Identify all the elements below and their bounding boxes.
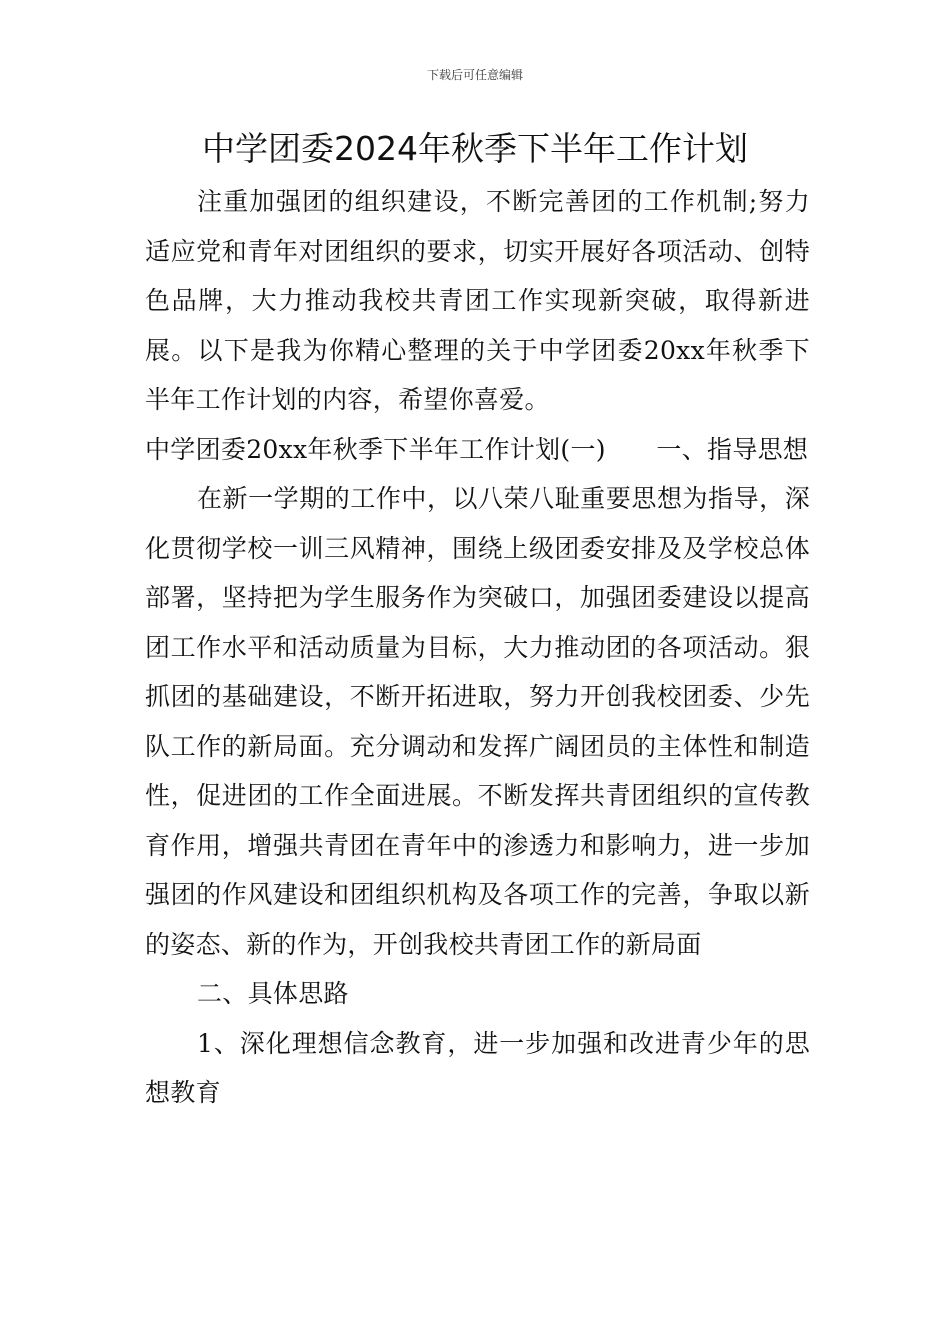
document-title: 中学团委2024年秋季下半年工作计划 <box>202 129 748 168</box>
item-1-paragraph: 1、深化理想信念教育，进一步加强和改进青少年的思想教育 <box>145 1028 810 1107</box>
guiding-thought-paragraph: 在新一学期的工作中，以八荣八耻重要思想为指导，深化贯彻学校一训三风精神，围绕上级团委安排及及学校总体部署，坚持把为学生服务作为突破口，加强团委建设以提高团工作水平和活动质量为目标，大力推动团的各项活动。狠抓团的基础建设，不断开拓进取，努力开创我校团委、少先队工作的新局面。充分调动和发挥广阔团员的主体性和制造性，促进团的工作全面进展。不断发挥共青团组织的宣传教育作用，增强共青团在青年中的渗透力和影响力，进一步加强团的作风建设和团组织机构及各项工作的完善，争取以新的姿态、新的作为，开创我校共青团工作的新局面 <box>145 484 810 959</box>
document-body <box>145 177 810 1118</box>
intro-paragraph: 注重加强团的组织建设，不断完善团的工作机制;努力适应党和青年对团组织的要求，切实开展好各项活动、创特色品牌，大力推动我校共青团工作实现新突破，取得新进展。以下是我为你精心整理的关于中学团委20xx年秋季下半年工作计划的内容，希望你喜爱。 <box>145 187 810 414</box>
header-note: 下载后可任意编辑 <box>426 68 523 82</box>
section-heading-paragraph: 中学团委20xx年秋季下半年工作计划(一) 一、指导思想 <box>145 434 809 464</box>
subheading-specific-ideas: 二、具体思路 <box>197 979 349 1008</box>
